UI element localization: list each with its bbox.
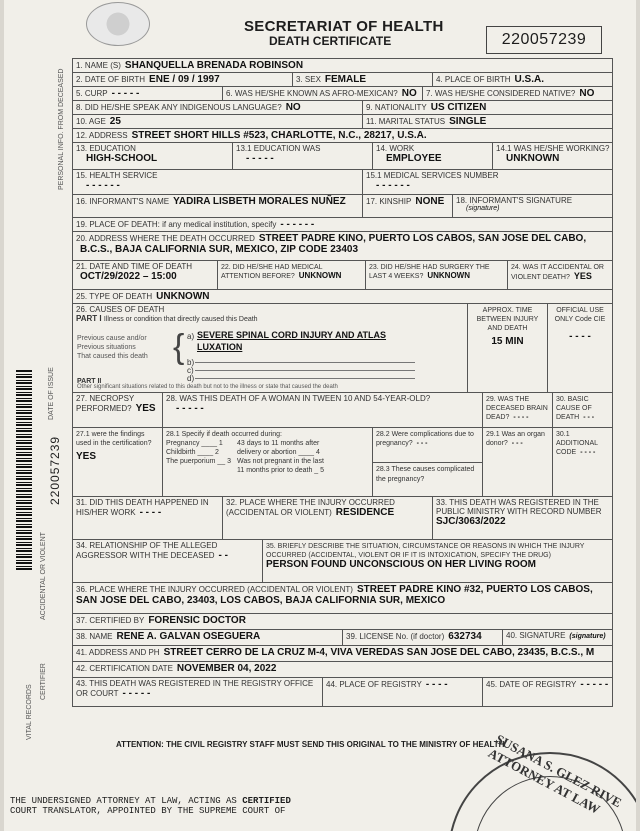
field-35: 35. BRIEFLY DESCRIBE THE SITUATION, CIRCUMSTANCE OR REASONS IN WHICH THE INJURY OCCURRED (ACCIDENTAL, VIOLENT OR IF IT IS INTOXICATION, SPECIFY THE DRUG) PERSON FOUND UNCONSCIOUS ON HER LIVING ROOM (263, 540, 613, 582)
field-31: 31. DID THIS DEATH HAPPENED IN HIS/HER WORK - - - - (73, 497, 223, 539)
side-label-certifier: CERTIFIER (40, 663, 47, 700)
field-22: 22. DID HE/SHE HAD MEDICAL ATTENTION BEFORE? UNKNOWN (218, 261, 366, 289)
field-15: 15. HEALTH SERVICE - - - - - - (73, 170, 363, 194)
mexico-coat-of-arms-icon (86, 2, 150, 46)
field-8: 8. DID HE/SHE SPEAK ANY INDIGENOUS LANGUAGE? NO (73, 101, 363, 114)
field-19: 19. PLACE OF DEATH: if any medical institution, specify - - - - - - (73, 218, 613, 231)
field-28-1: 28.1 Specify if death occurred during: Pregnancy ____ 1 Childbirth ____ 2 The puerporium __ 3 43 days to 11 months after delivery or abortion ____ 4 Was not pregnant in the last 11 months prior to death _ 5 (163, 428, 373, 496)
field-30-1: 30.1 ADDITIONAL CODE - - - - (553, 428, 613, 496)
death-certificate (4, 0, 636, 831)
field-26-interval: APPROX. TIME BETWEEN INJURY AND DEATH 15 MIN (468, 304, 548, 392)
field-4: 4. PLACE OF BIRTH U.S.A. (433, 73, 613, 86)
side-label-accidental: ACCIDENTAL OR VIOLENT (40, 532, 47, 620)
page-title: SECRETARIAT OF HEALTH (244, 18, 444, 35)
field-26-cie: OFFICIAL USE ONLY Code CIE - - - - (548, 304, 613, 392)
field-12: 12. ADDRESS STREET SHORT HILLS #523, CHARLOTTE, N.C., 28217, U.S.A. (73, 129, 613, 142)
field-27: 27. NECROPSY PERFORMED? YES (73, 393, 163, 427)
field-40: 40. SIGNATURE (signature) (503, 630, 613, 645)
certificate-grid (72, 58, 613, 707)
field-45: 45. DATE OF REGISTRY - - - - - (483, 678, 613, 706)
field-23: 23. DID HE/SHE HAD SURGERY THE LAST 4 WEEKS? UNKNOWN (366, 261, 508, 289)
folio-number: 220057239 (486, 26, 602, 54)
field-14-1: 14.1 WAS HE/SHE WORKING? UNKNOWN (493, 143, 613, 169)
translator-footer: THE UNDERSIGNED ATTORNEY AT LAW, ACTING AS CERTIFIED COURT TRANSLATOR, APPOINTED BY THE SUPREME COURT OF (10, 796, 291, 816)
field-13-1: 13.1 EDUCATION WAS - - - - - (233, 143, 373, 169)
field-2: 2. DATE OF BIRTH ENE / 09 / 1997 (73, 73, 293, 86)
side-label-date-issue: DATE OF ISSUE (48, 367, 55, 420)
field-21: 21. DATE AND TIME OF DEATH OCT/29/2022 – 15:00 (73, 261, 218, 289)
attention-note: ATTENTION: THE CIVIL REGISTRY STAFF MUST SEND THIS ORIGINAL TO THE MINISTRY OF HEALTH (116, 740, 505, 749)
field-44: 44. PLACE OF REGISTRY - - - - (323, 678, 483, 706)
field-32: 32. PLACE WHERE THE INJURY OCCURRED (ACCIDENTAL OR VIOLENT) RESIDENCE (223, 497, 433, 539)
field-29: 29. WAS THE DECEASED BRAIN DEAD? - - - - (483, 393, 553, 427)
field-41: 41. ADDRESS AND PH STREET CERRO DE LA CRUZ M-4, VIVA VEREDAS SAN JOSE DEL CABO, 23435, B.C.S., M (73, 646, 613, 661)
field-3: 3. SEX FEMALE (293, 73, 433, 86)
stamp-text: SUSANA S. GLEZ RIVE ATTORNEY AT LAW (485, 731, 625, 817)
field-10: 10. AGE 25 (73, 115, 363, 128)
field-9: 9. NATIONALITY US CITIZEN (363, 101, 613, 114)
field-14: 14. WORK EMPLOYEE (373, 143, 493, 169)
field-28-3: 28.3 These causes complicated the pregnancy? (376, 466, 475, 483)
barcode-icon (16, 370, 32, 570)
side-label-vital: VITAL RECORDS (26, 684, 33, 740)
page-subtitle: DEATH CERTIFICATE (269, 34, 392, 48)
field-38: 38. NAME RENE A. GALVAN OSEGUERA (73, 630, 343, 645)
field-39: 39. LICENSE No. (if doctor) 632734 (343, 630, 503, 645)
field-15-1: 15.1 MEDICAL SERVICES NUMBER - - - - - - (363, 170, 613, 194)
field-28-2: 28.2 Were complications due to pregnancy? - - - 28.3 These causes complicated the pregnancy? (373, 428, 483, 496)
field-13: 13. EDUCATION HIGH-SCHOOL (73, 143, 233, 169)
field-17: 17. KINSHIP NONE (363, 195, 453, 217)
barcode-number: 220057239 (48, 435, 62, 505)
field-27-1: 27.1 were the findings used in the certification? YES (73, 428, 163, 496)
field-26: 26. CAUSES OF DEATH PART I Illness or condition that directly caused this Death Previous cause and/or Previous situations That caused this death { a) b) c) d) SEVERE SPINAL CORD INJURY AND ATLAS LUXATION PART II Other significant situations related to this death but not to the illness or state that caused the death (73, 304, 468, 392)
field-36: 36. PLACE WHERE THE INJURY OCCURRED (ACCIDENTAL OR VIOLENT) STREET PADRE KINO #32, PUERTO LOS CABOS, SAN JOSE DEL CABO, 23403, LOS CABOS, BAJA CALIFORNIA SUR, MEXICO (73, 583, 613, 613)
field-28: 28. WAS THIS DEATH OF A WOMAN IN TWEEN 10 AND 54-YEAR-OLD? - - - - - (163, 393, 483, 427)
field-20: 20. ADDRESS WHERE THE DEATH OCCURRED STREET PADRE KINO, PUERTO LOS CABOS, SAN JOSE DEL CABO, B.C.S., BAJA CALIFORNIA SUR, MEXICO, ZIP CODE 23403 (73, 232, 613, 260)
field-1: 1. NAME (S) SHANQUELLA BRENADA ROBINSON (73, 59, 613, 72)
field-7: 7. WAS HE/SHE CONSIDERED NATIVE? NO (423, 87, 613, 100)
field-18: 18. INFORMANT'S SIGNATURE (signature) (453, 195, 613, 217)
field-43: 43. THIS DEATH WAS REGISTERED IN THE REGISTRY OFFICE OR COURT - - - - - (73, 678, 323, 706)
field-5: 5. CURP - - - - - (73, 87, 223, 100)
field-29-1: 29.1 Was an organ donor? - - - (483, 428, 553, 496)
field-30: 30. BASIC CAUSE OF DEATH - - - (553, 393, 613, 427)
field-16: 16. INFORMANT'S NAME YADIRA LISBETH MORALES NUÑEZ (73, 195, 363, 217)
field-34: 34. RELATIONSHIP OF THE ALLEGED AGGRESSOR WITH THE DECEASED - - (73, 540, 263, 582)
field-24: 24. WAS IT ACCIDENTAL OR VIOLENT DEATH? YES (508, 261, 613, 289)
field-6: 6. WAS HE/SHE KNOWN AS AFRO-MEXICAN? NO (223, 87, 423, 100)
field-25: 25. TYPE OF DEATH UNKNOWN (73, 290, 613, 303)
field-33: 33. THIS DEATH WAS REGISTERED IN THE PUBLIC MINISTRY WITH RECORD NUMBER SJC/3063/2022 (433, 497, 613, 539)
field-42: 42. CERTIFICATION DATE NOVEMBER 04, 2022 (73, 662, 613, 677)
field-11: 11. MARITAL STATUS SINGLE (363, 115, 613, 128)
field-37: 37. CERTIFIED BY FORENSIC DOCTOR (73, 614, 613, 629)
side-label-personal: PERSONAL INFO. FROM DECEASED (58, 68, 65, 190)
